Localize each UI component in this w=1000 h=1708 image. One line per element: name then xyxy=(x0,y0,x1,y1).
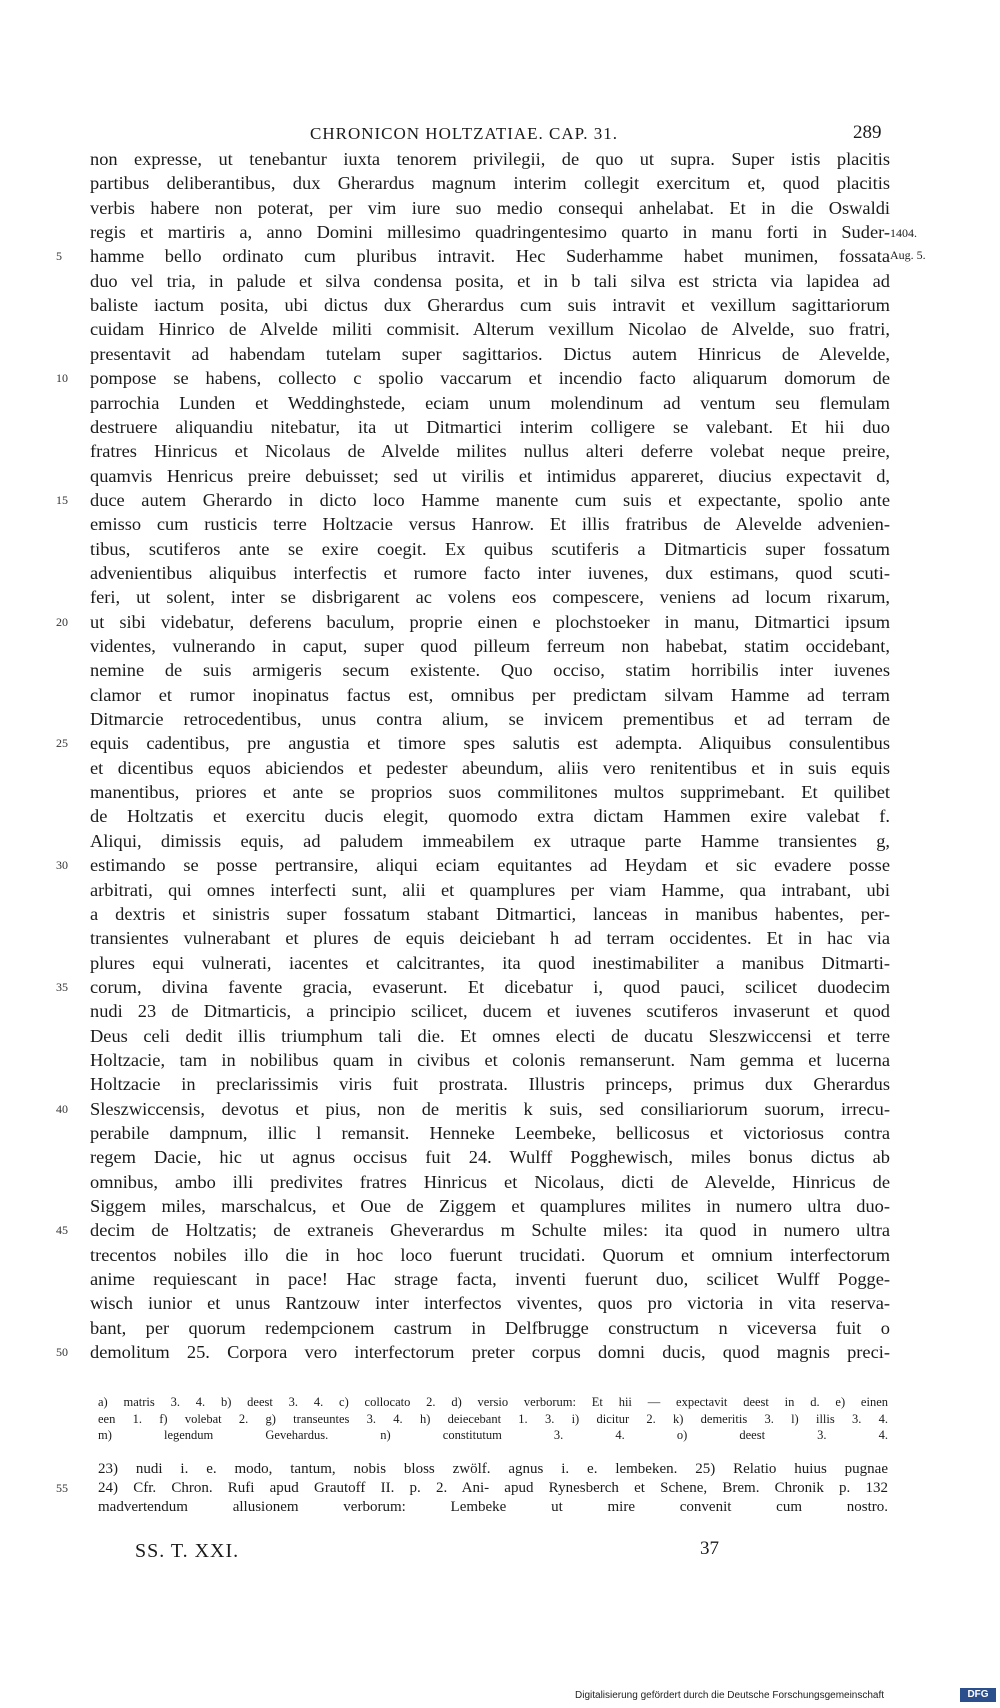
line-number: 15 xyxy=(56,492,68,507)
text-line: manentibus, priores et ante se proprios suos commilitones multos supprimebant. Et quilibet xyxy=(90,782,890,803)
text-line: perabile dampnum, illic l remansit. Henneke Leembeke, bellicosus et victoriosus contra xyxy=(90,1123,890,1143)
text-line: wisch iunior et unus Rantzouw inter interfectos viventes, quos pro victoria in vita reserva- xyxy=(90,1293,890,1314)
dfg-logo: DFG xyxy=(960,1688,996,1702)
text-line: Deus celi dedit illis triumphum tali die. Et omnes electi de ducatu Sleszwiccensi et terre xyxy=(90,1025,890,1046)
text-line: estimando se posse pertransire, aliqui eciam equitantes ad Heydam et sic evadere posse xyxy=(90,855,890,876)
text-line: partibus deliberantibus, dux Gherardus magnum interim collegit exercitum et, quod placitis xyxy=(90,173,890,194)
footnote-line: madvertendum allusionem verborum: Lembeke ut mire convenit cum nostro. xyxy=(98,1499,888,1515)
text-line: et dicentibus equos abiciendos et pedester abeundum, aliis vero renitentibus et in suis equis xyxy=(90,757,890,778)
text-line: corum, divina favente gracia, evaserunt. Et dicebatur i, quod pauci, scilicet duodecim xyxy=(90,976,890,997)
text-line: demolitum 25. Corpora vero interfectorum preter corpus domni ducis, quod magnis preci- xyxy=(90,1342,890,1363)
text-line: Holtzacie, tam in nobilibus quam in civibus et colonis remanserunt. Nam gemma et lucerna xyxy=(90,1049,890,1070)
text-line: Aliqui, dimissis equis, ad paludem immeabilem ex utraque parte Hamme transientes g, xyxy=(90,830,890,851)
text-line: Ditmarcie retrocedentibus, unus contra alium, se invicem prementibus et ad terram de xyxy=(90,709,890,730)
text-line: cuidam Hinrico de Alvelde militi commisit. Alterum vexillum Nicolao de Alvelde, suo fratri, xyxy=(90,319,890,340)
text-line: non expresse, ut tenebantur iuxta tenorem privilegii, de quo ut supra. Super istis placitis xyxy=(90,149,890,169)
page-number: 289 xyxy=(853,122,882,143)
text-line: videntes, vulnerando in caput, super quod pilleum ferreum non habebat, statim occidebant, xyxy=(90,636,890,656)
line-number: 50 xyxy=(56,1345,68,1360)
text-line: verbis habere non poterat, per vim iure suo medio consequi anhelabat. Et in die Oswaldi xyxy=(90,197,890,218)
text-line: fratres Hinricus et Nicolaus de Alvelde milites nullus alteri deferre volebat neque preire, xyxy=(90,441,890,462)
text-line: pompose se habens, collecto c spolio vaccarum et incendio facto aliquarum domorum de xyxy=(90,368,890,389)
line-number: 5 xyxy=(56,249,62,264)
text-line: clamor et rumor inopinatus factus est, omnibus per predictam silvam Hamme ad terram xyxy=(90,684,890,705)
text-line: equis cadentibus, pre angustia et timore spes salutis est adempta. Aliquibus consulentibus xyxy=(90,733,890,754)
text-line: decim de Holtzatis; de extraneis Gheverardus m Schulte miles: ita quod in numero ultra xyxy=(90,1220,890,1241)
text-line: destruere aliquandiu nitebatur, ita ut Ditmartici interim colligere se valebant. Et hii duo xyxy=(90,416,890,437)
text-line: anime requiescant in pace! Hac strage facta, inventi fuerunt duo, scilicet Wulff Pogge- xyxy=(90,1269,890,1290)
text-line: hamme bello ordinato cum pluribus intravit. Hec Suderhamme habet munimen, fossata xyxy=(90,246,890,267)
text-line: parrochia Lunden et Weddinghstede, eciam unum molendinum ad ventum seu flemulam xyxy=(90,392,890,413)
text-line: baliste iactum posita, ubi dictus dux Gherardus cum suis intravit et vexillum sagittariorum xyxy=(90,295,890,316)
text-line: arbitrati, qui omnes interfecti sunt, alii et quamplures per viam Hamme, qua intrabant, ubi xyxy=(90,879,890,900)
text-line: a dextris et sinistris super fossatum stabant Ditmartici, lanceas in manibus habentes, per- xyxy=(90,903,890,924)
text-line: Holtzacie in preclarissimis viris fuit prostrata. Illustris princeps, primus dux Gherardus xyxy=(90,1074,890,1095)
text-line: feri, ut solent, inter se disbrigarent ac volens eos compescere, veniens ad locum rixarum, xyxy=(90,587,890,608)
signature-mark: SS. T. XXI. xyxy=(135,1540,240,1562)
text-line: regis et martiris a, anno Domini millesimo quadringentesimo quarto in manu forti in Suder- xyxy=(90,222,890,243)
footnote-line: 23) nudi i. e. modo, tantum, nobis bloss zwölf. agnus i. e. lembeken. 25) Relatio huius pugnae xyxy=(98,1461,888,1477)
line-number: 40 xyxy=(56,1101,68,1116)
margin-date-note: 1404. xyxy=(890,226,917,241)
text-line: presentavit ad habendam tutelam super sagittarios. Dictus autem Hinricus de Alevelde, xyxy=(90,343,890,364)
line-number: 25 xyxy=(56,736,68,751)
text-line: emisso cum rusticis terre Holtzacie versus Hanrow. Et illis fratribus de Alevelde advenien- xyxy=(90,514,890,535)
text-line: quamvis Henricus preire debuisset; sed ut virilis et intimidus appareret, diucius expectavit d, xyxy=(90,465,890,486)
line-number: 45 xyxy=(56,1223,68,1238)
margin-date-note: Aug. 5. xyxy=(890,248,926,263)
text-line: tibus, scutiferos ante se exire coegit. Ex quibus scutiferis a Ditmarticis super fossatum xyxy=(90,538,890,559)
digitization-credit: Digitalisierung gefördert durch die Deutsche Forschungsgemeinschaft xyxy=(575,1690,885,1701)
text-line: Sleszwiccensis, devotus et pius, non de meritis k suis, sed consiliariorum suorum, irrecu- xyxy=(90,1098,890,1119)
text-line: duce autem Gherardo in dicto loco Hamme manente cum suis et expectante, spolio ante xyxy=(90,489,890,510)
line-number: 10 xyxy=(56,371,68,386)
text-line: bant, per quorum redempcionem castrum in Delfbrugge constructum n viceversa fuit o xyxy=(90,1317,890,1338)
page-header xyxy=(0,0,1000,150)
text-line: transientes vulnerabant et plures de equis deiciebant h ad terram occidentes. Et in hac via xyxy=(90,928,890,949)
text-line: advenientibus aliquibus interfectis et rumore facto inter iuvenes, dux estimans, quod scuti- xyxy=(90,562,890,583)
text-line: Siggem miles, marschalcus, et Oue de Ziggem et quamplures milites in numero ultra duo- xyxy=(90,1196,890,1217)
text-line: ut sibi videbatur, deferens baculum, proprie einen e plochstoeker in manu, Ditmartici ipsum xyxy=(90,611,890,632)
running-title: CHRONICON HOLTZATIAE. CAP. 31. xyxy=(310,124,618,143)
text-line: nemine de suis armigeris secum existente. Quo occiso, statim horribilis inter iuvenes xyxy=(90,660,890,681)
apparatus-line: m) legendum Gevehardus. n) constitutum 3. 4. o) deest 3. 4. xyxy=(98,1428,888,1442)
text-line: plures equi vulnerati, iacentes et calcitrantes, ita quod inestimabiliter a manibus Ditmarti- xyxy=(90,952,890,973)
line-number: 55 xyxy=(56,1481,68,1495)
text-line: omnibus, ambo illi predivites fratres Hinricus et Nicolaus, dicti de Alevelde, Hinricus de xyxy=(90,1171,890,1192)
line-number: 35 xyxy=(56,979,68,994)
footnote-line: 24) Cfr. Chron. Rufi apud Grautoff II. p. 2. Ani- apud Rynesberch et Schene, Brem. Chronik p. 132 xyxy=(98,1480,888,1496)
apparatus-line: een 1. f) volebat 2. g) transeuntes 3. 4. h) deiecebant 1. 3. i) dicitur 2. k) demeritis 3. l) illis 3. 4. xyxy=(98,1411,888,1426)
text-line: de Holtzatis et exercitu ducis elegit, quomodo extra dictam Hammen exire valebat f. xyxy=(90,806,890,827)
text-line: trecentos nobiles illo die in hoc loco fuerunt trucidati. Quorum et omnium interfectorum xyxy=(90,1244,890,1265)
sheet-number: 37 xyxy=(700,1538,719,1559)
line-number: 20 xyxy=(56,614,68,629)
text-line: nudi 23 de Ditmarticis, a principio scilicet, ducem et iuvenes scutiferos invaserunt et quod xyxy=(90,1001,890,1022)
text-line: duo vel tria, in palude et silva condensa posita, et in b tali silva est stricta via lapidea ad xyxy=(90,270,890,291)
apparatus-line: a) matris 3. 4. b) deest 3. 4. c) collocato 2. d) versio verborum: Et hii — expectavit deest in d. e) einen xyxy=(98,1395,888,1409)
text-line: regem Dacie, hic ut agnus occisus fuit 24. Wulff Pogghewisch, miles bonus dictus ab xyxy=(90,1147,890,1168)
line-number: 30 xyxy=(56,858,68,873)
